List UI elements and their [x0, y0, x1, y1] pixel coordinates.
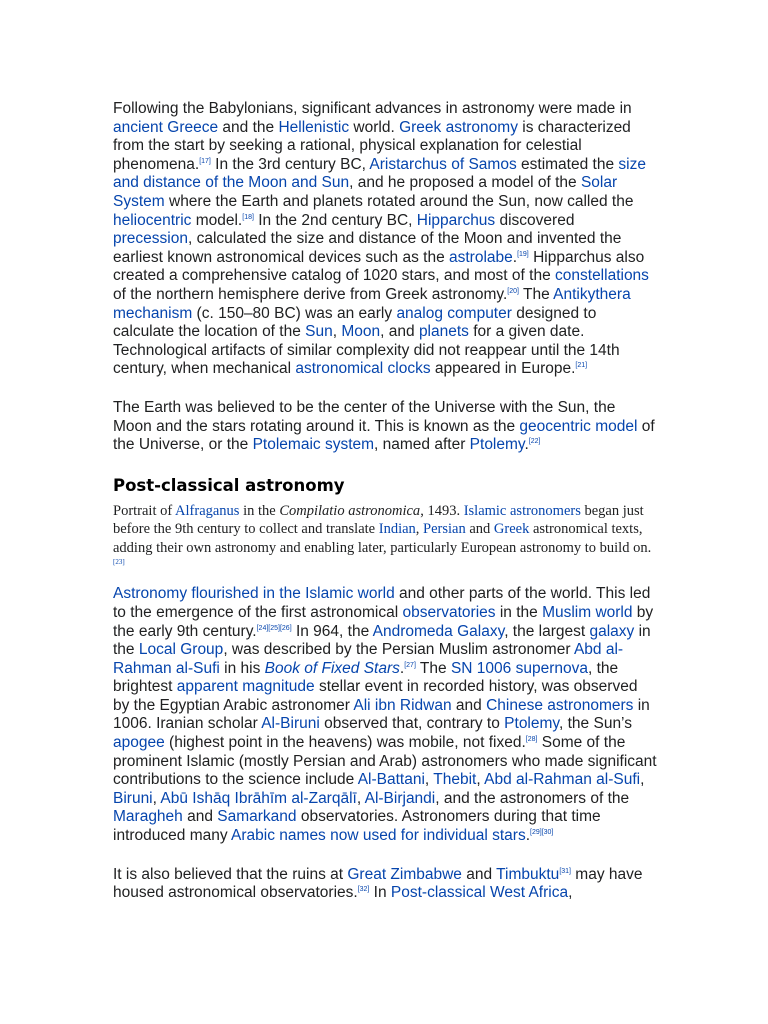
- link-book-of-fixed-stars[interactable]: Book of Fixed Stars: [264, 659, 400, 677]
- text-run: ,: [356, 789, 365, 807]
- link-galaxy[interactable]: galaxy: [589, 622, 635, 640]
- text-run: began just before the 9th century to collect and translate: [113, 502, 644, 538]
- text-run: world.: [349, 118, 400, 136]
- link-alfraganus[interactable]: Alfraganus: [175, 502, 240, 519]
- text-run: and: [182, 808, 218, 826]
- citation-link[interactable]: [19]: [517, 250, 529, 258]
- text-run: ,: [332, 323, 342, 341]
- text-run: In the 3rd century BC,: [210, 155, 370, 173]
- text-run: astronomical texts, adding their own astronomy and enabling later, particularly European astronomy to build on.: [113, 521, 652, 556]
- link-local-group[interactable]: Local Group: [138, 641, 224, 659]
- link-al-birjandi[interactable]: Al-Birjandi: [364, 789, 436, 807]
- section-heading: Post-classical astronomy: [113, 475, 345, 495]
- citation-link[interactable]: [32]: [357, 886, 370, 894]
- text-run: observatories. Astronomers during that time introduced many: [113, 808, 601, 845]
- text-run: and the: [218, 118, 279, 136]
- link-geocentric-model[interactable]: geocentric model: [519, 417, 638, 435]
- link-astronomical-clocks[interactable]: astronomical clocks: [295, 360, 431, 378]
- text-run: .: [525, 827, 531, 845]
- link-andromeda-galaxy[interactable]: Andromeda Galaxy: [372, 622, 505, 640]
- link-observatories[interactable]: observatories: [402, 603, 496, 621]
- text-run: Portrait of: [113, 502, 176, 519]
- paragraph-geocentric-model: [113, 399, 658, 455]
- link-sn-1006-supernova[interactable]: SN 1006 supernova: [450, 659, 588, 677]
- link-ptolemy[interactable]: Ptolemy: [469, 436, 525, 454]
- link-constellations[interactable]: constellations: [555, 267, 649, 285]
- text-run: .: [524, 436, 529, 454]
- text-run: The Earth was believed to be the center of the Universe with the Sun, the Moon and the stars rotating around it. This is known as the: [113, 398, 616, 435]
- citation-24-25-26[interactable]: [257, 625, 292, 632]
- citation-link[interactable]: [21]: [575, 362, 588, 370]
- text-run: stellar event in recorded history, was observed by the Egyptian Arabic astronomer: [113, 678, 638, 714]
- text-run: In: [369, 884, 391, 902]
- link-sun[interactable]: Sun: [305, 323, 333, 341]
- text-run: and: [465, 521, 494, 538]
- text-run: observed that, contrary to: [319, 715, 505, 733]
- link-precession[interactable]: precession: [113, 230, 188, 248]
- text-run: and: [451, 696, 487, 714]
- link-ptolemaic-system[interactable]: Ptolemaic system: [252, 436, 375, 454]
- text-run: discovered: [495, 211, 575, 229]
- article-body: [113, 100, 658, 923]
- text-run: , calculated the size and distance of the Moon and invented the earliest known astronomical devices such as the: [113, 230, 622, 266]
- paragraph-greek-astronomy: [113, 100, 658, 379]
- text-run: The: [415, 659, 451, 677]
- citation-link[interactable]: [23]: [113, 557, 125, 566]
- text-run: in the: [239, 502, 280, 519]
- text-run: ,: [424, 771, 434, 789]
- text-run: by the early 9th century.: [113, 603, 654, 640]
- text-run: , and he proposed a model of the: [349, 174, 581, 192]
- text-run: ,: [640, 771, 645, 789]
- citation-22[interactable]: [529, 438, 541, 445]
- link-apogee[interactable]: apogee: [113, 734, 165, 752]
- link-ali-ibn-ridwan[interactable]: Ali ibn Ridwan: [353, 696, 452, 714]
- citation-link[interactable]: [31]: [559, 867, 571, 875]
- text-run: Hipparchus also created a comprehensive catalog of 1020 stars, and most of the: [113, 248, 645, 285]
- text-run: , the largest: [504, 622, 590, 640]
- text-run: ,: [568, 884, 573, 902]
- text-run: in the: [495, 603, 543, 621]
- link-solar-system[interactable]: Solar System: [113, 174, 618, 210]
- citation-link[interactable]: [28]: [525, 736, 538, 744]
- citation-21[interactable]: [575, 362, 587, 369]
- link-heliocentric[interactable]: heliocentric: [113, 211, 192, 229]
- citation-23[interactable]: [113, 558, 125, 566]
- citation-31[interactable]: [559, 868, 571, 875]
- text-run: , was described by the Persian Muslim astronomer: [223, 641, 574, 659]
- link-greek-astronomy[interactable]: Greek astronomy: [399, 118, 518, 136]
- link-hellenistic[interactable]: Hellenistic: [278, 118, 350, 136]
- link-thebit[interactable]: Thebit: [433, 771, 477, 789]
- link-antikythera-mechanism[interactable]: Antikythera mechanism: [113, 285, 631, 322]
- citation-link[interactable]: [18]: [242, 213, 254, 221]
- link-persian[interactable]: Persian: [423, 521, 466, 538]
- text-run: , the Sun’s: [559, 715, 632, 733]
- link-abd-al-rahman-al-sufi[interactable]: Abd al-Rahman al-Sufi: [113, 641, 624, 677]
- citation-link[interactable]: [24][25][26]: [256, 624, 292, 632]
- text-run: ,: [476, 771, 485, 789]
- text-run: in 1006. Iranian scholar: [113, 696, 650, 733]
- citation-20[interactable]: [507, 288, 519, 295]
- link-greek[interactable]: Greek: [493, 521, 530, 538]
- citation-link[interactable]: [20]: [507, 287, 519, 295]
- link-islamic-astronomers[interactable]: Islamic astronomers: [463, 502, 581, 519]
- link-al-battani[interactable]: Al-Battani: [357, 771, 425, 789]
- link-planets[interactable]: planets: [418, 323, 469, 341]
- text-run: .: [399, 659, 405, 677]
- link-aristarchus-of-samos[interactable]: Aristarchus of Samos: [369, 155, 517, 173]
- citation-link[interactable]: [17]: [199, 157, 211, 165]
- link-chinese-astronomers[interactable]: Chinese astronomers: [486, 696, 634, 714]
- paragraph-africa-observatories: [113, 866, 658, 903]
- text-run: Some of the prominent Islamic (mostly Persian and Arab) astronomers who made significant contributions to the science include: [113, 734, 657, 789]
- text-run: In 964, the: [291, 622, 373, 640]
- text-run: may have housed astronomical observatories.: [113, 865, 643, 902]
- image-caption: [113, 502, 658, 576]
- link-astrolabe[interactable]: astrolabe: [449, 248, 513, 266]
- link-size-and-distance-of-the-moon-and-sun[interactable]: size and distance of the Moon and Sun: [113, 155, 646, 192]
- citation-32[interactable]: [358, 886, 370, 893]
- link-post-classical-west-africa[interactable]: Post-classical West Africa: [390, 884, 569, 902]
- text-run: of the northern hemisphere derive from Greek astronomy.: [113, 285, 508, 303]
- link-indian[interactable]: Indian: [378, 521, 416, 538]
- paragraph-islamic-astronomy: [113, 585, 658, 845]
- link-ancient-greece[interactable]: ancient Greece: [113, 118, 219, 136]
- link-apparent-magnitude[interactable]: apparent magnitude: [176, 678, 315, 696]
- link-analog-computer[interactable]: analog computer: [396, 304, 512, 322]
- citation-link[interactable]: [27]: [404, 661, 416, 669]
- text-run: It is also believed that the ruins at: [113, 865, 348, 883]
- citation-27[interactable]: [404, 662, 416, 669]
- link-biruni[interactable]: Biruni: [113, 789, 153, 807]
- text-run: , 1493.: [420, 502, 464, 519]
- text-run: of the Universe, or the: [113, 417, 655, 454]
- link-ab-ish-q-ibr-h-m-al-zarq-l[interactable]: Abū Ishāq Ibrāhīm al-Zarqālī: [160, 789, 357, 807]
- text-run: where the Earth and planets rotated around the Sun, now called the: [164, 192, 634, 210]
- text-run: model.: [191, 211, 243, 229]
- text-run: in the: [113, 622, 651, 659]
- link-astronomy-flourished-in-the-islamic-world[interactable]: Astronomy flourished in the Islamic world: [113, 585, 395, 603]
- text-run: , named after: [374, 436, 470, 454]
- citation-28[interactable]: [526, 736, 538, 743]
- text-run: and: [461, 865, 497, 883]
- citation-link[interactable]: [29][30]: [530, 829, 554, 837]
- text-run: is characterized from the start by seeking a rational, physical explanation for celestial phenomena.: [113, 118, 631, 173]
- text-run: In the 2nd century BC,: [253, 211, 417, 229]
- text-run: Following the Babylonians, significant advances in astronomy were made in: [113, 100, 632, 117]
- text-run: appeared in Europe.: [430, 360, 576, 378]
- text-run: (highest point in the heavens) was mobile, not fixed.: [164, 734, 526, 752]
- link-muslim-world[interactable]: Muslim world: [542, 603, 633, 621]
- text-run: The: [518, 285, 554, 303]
- text-run: and other parts of the world. This led to the emergence of the first astronomical: [113, 585, 651, 621]
- citation-19[interactable]: [517, 251, 529, 258]
- text-run: , the brightest: [113, 659, 619, 696]
- text-run: estimated the: [516, 155, 619, 173]
- link-arabic-names-now-used-for-individual-stars[interactable]: Arabic names now used for individual stars: [231, 827, 526, 845]
- citation-link[interactable]: [22]: [528, 438, 541, 446]
- link-abd-al-rahman-al-sufi[interactable]: Abd al-Rahman al-Sufi: [484, 771, 641, 789]
- text-run: in his: [219, 659, 265, 677]
- text-run: , and: [380, 323, 419, 341]
- link-hipparchus[interactable]: Hipparchus: [416, 211, 496, 229]
- text-run: ,: [152, 789, 161, 807]
- link-samarkand[interactable]: Samarkand: [217, 808, 297, 826]
- italic-text: Compilatio astronomica: [279, 502, 421, 519]
- link-timbuktu[interactable]: Timbuktu: [496, 865, 560, 883]
- text-run: .: [512, 248, 518, 266]
- link-ptolemy[interactable]: Ptolemy: [504, 715, 560, 733]
- text-run: ,: [415, 521, 424, 538]
- citation-17[interactable]: [199, 158, 211, 165]
- text-run: designed to calculate the location of the: [113, 304, 597, 341]
- text-run: , and the astronomers of the: [435, 789, 630, 807]
- text-run: for a given date. Technological artifacts of similar complexity did not reappear until the 14th century, when mechanical: [113, 323, 620, 378]
- text-run: (c. 150–80 BC) was an early: [192, 304, 397, 322]
- citation-18[interactable]: [242, 214, 254, 221]
- link-moon[interactable]: Moon: [341, 323, 381, 341]
- link-maragheh[interactable]: Maragheh: [113, 808, 183, 826]
- citation-29-30[interactable]: [530, 829, 553, 836]
- link-al-biruni[interactable]: Al-Biruni: [261, 715, 320, 733]
- link-great-zimbabwe[interactable]: Great Zimbabwe: [347, 865, 462, 883]
